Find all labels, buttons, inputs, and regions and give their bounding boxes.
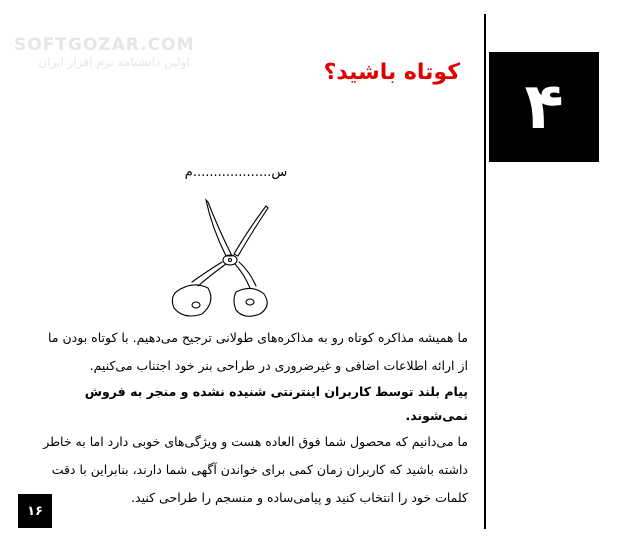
watermark <box>14 36 214 70</box>
paragraph-1: ما همیشه مذاکره کوتاه رو به مذاکره‌های طولانی ترجیح می‌دهیم. با کوتاه بودن ما از ارائه اطلاعات اضافی و غیرضروری در طراحی بنر خود اجتناب می‌کنیم. <box>48 330 468 373</box>
page-title: کوتاه باشید؟ <box>323 60 460 85</box>
page-number-box <box>18 494 52 528</box>
watermark-brand: SOFTGOZAR.COM <box>14 35 195 55</box>
vertical-divider <box>484 14 486 529</box>
body-text <box>38 324 468 512</box>
illustration-caption: س...................م <box>184 165 288 180</box>
chapter-number-box <box>489 52 599 162</box>
scissors-illustration <box>140 148 340 323</box>
page-number: ۱۶ <box>27 503 43 519</box>
watermark-tagline: اولین دانشنامه نرم افزار ایران <box>38 55 190 69</box>
bold-line: پیام بلند توسط کاربران اینترنتی شنیده نشده و منجر به فروش نمی‌شوند. <box>84 384 468 423</box>
chapter-number: ۴ <box>524 70 564 144</box>
paragraph-2: ما می‌دانیم که محصول شما فوق العاده هست و ویژگی‌های خوبی دارد اما به خاطر داشته باشید که کاربران زمان کمی برای خواندن آگهی شما دارند، بنابراین با دقت کلمات خود را انتخاب کنید و پیامی‌ساده و منسجم را طراحی کنید. <box>43 434 468 505</box>
scissors-icon <box>172 200 268 316</box>
